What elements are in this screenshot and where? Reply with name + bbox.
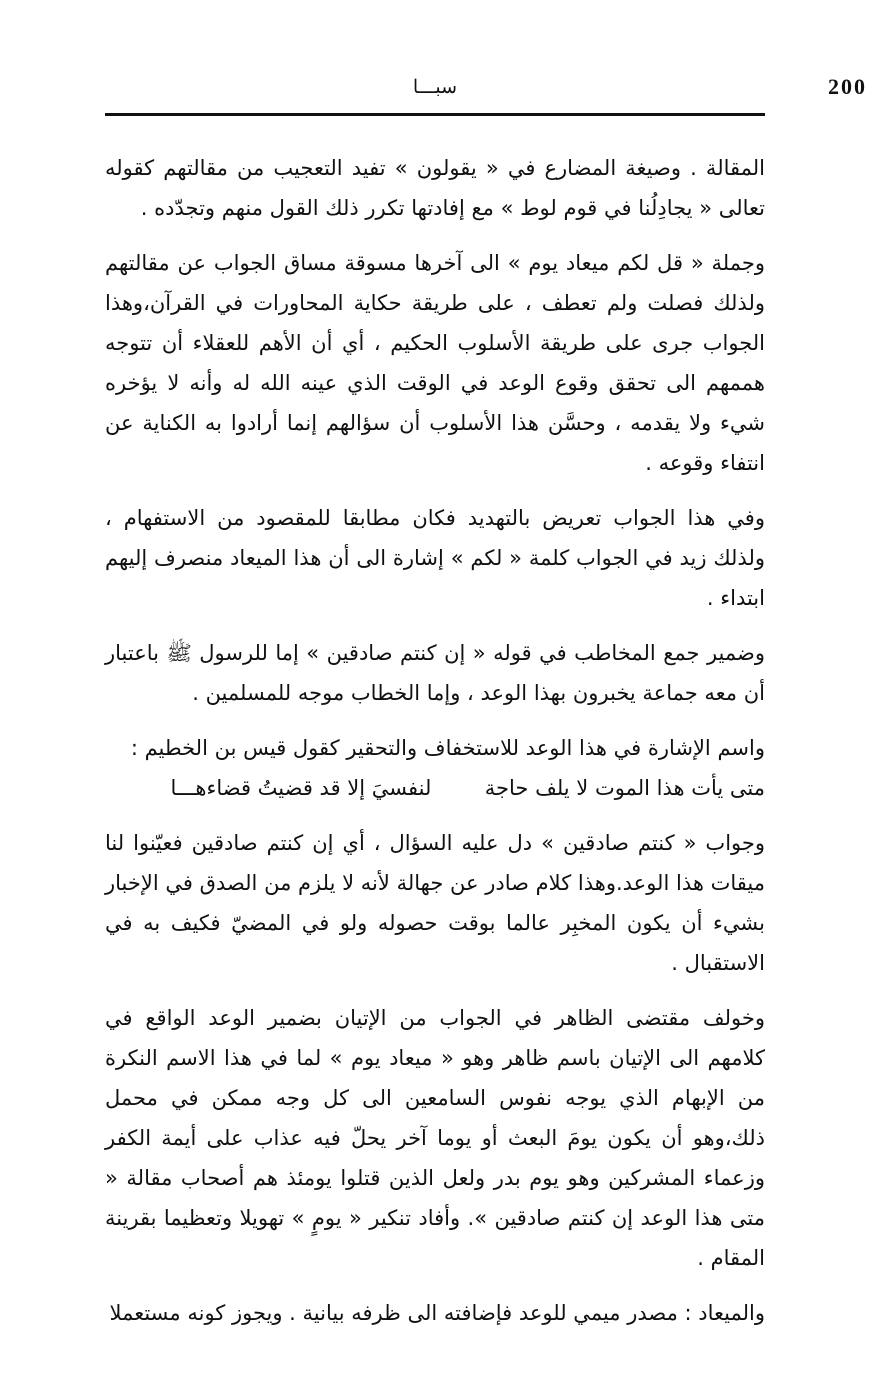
page-header [105, 70, 867, 110]
paragraph: وجواب « كنتم صادقين » دل عليه السؤال ، أي إن كنتم صادقين فعيّنوا لنا ميقات هذا الوعد.وهذا كلام صادر عن جهالة لأنه لا يلزم من الصدق في الإخبار بشيء أن يكون المخبِر عالما بوقت حصوله ولو في المضيّ فكيف به في الاستقبال . [105, 831, 765, 975]
paragraph: والميعاد : مصدر ميمي للوعد فإضافته الى ظرفه بيانية . ويجوز كونه مستعملا [109, 1301, 765, 1325]
poetry-verse [105, 768, 765, 808]
page-body [105, 148, 765, 1348]
header-rule [105, 113, 765, 116]
paragraph: وضمير جمع المخاطب في قوله « إن كنتم صادقين » إما للرسول ﷺ باعتبار أن معه جماعة يخبرون بهذا الوعد ، وإما الخطاب موجه للمسلمين . [105, 641, 765, 705]
paragraph: وفي هذا الجواب تعريض بالتهديد فكان مطابقا للمقصود من الاستفهام ، ولذلك زيد في الجواب كلمة « لكم » إشارة الى أن هذا الميعاد منصرف إليهم ابتداء . [105, 506, 765, 610]
page-number: 200 [828, 74, 867, 99]
verse-second-hemistich: لنفسيَ إلا قد قضيتُ قضاءهـــا [170, 776, 432, 800]
running-title: سبـــا [412, 76, 458, 98]
verse-first-hemistich: متى يأت هذا الموت لا يلف حاجة [484, 776, 765, 800]
paragraph: المقالة . وصيغة المضارع في « يقولون » تفيد التعجيب من مقالتهم كقوله تعالى « يجادِلُنا في قوم لوط » مع إفادتها تكرر ذلك القول منهم وتجدّده . [105, 156, 765, 220]
poetry-paragraph [105, 728, 765, 808]
paragraph: وخولف مقتضى الظاهر في الجواب من الإتيان بضمير الوعد الواقع في كلامهم الى الإتيان باسم ظاهر وهو « ميعاد يوم » لما في هذا الاسم النكرة من الإبهام الذي يوجه نفوس السامعين الى كل وجه ممكن في محمل ذلك،وهو أن يكون يومَ البعث أو يوما آخر يحلّ فيه عذاب على أيمة الكفر وزعماء المشركين وهو يوم بدر ولعل الذين قتلوا يومئذ هم أصحاب مقالة « متى هذا الوعد إن كنتم صادقين ». وأفاد تنكير « يومٍ » تهويلا وتعظيما بقرينة المقام . [105, 1006, 765, 1270]
paragraph: وجملة « قل لكم ميعاد يوم » الى آخرها مسوقة مساق الجواب عن مقالتهم ولذلك فصلت ولم تعطف ، على طريقة حكاية المحاورات في القرآن،وهذا الجواب جرى على طريقة الأسلوب الحكيم ، أي أن الأهم للعقلاء أن تتوجه هممهم الى تحقق وقوع الوعد في الوقت الذي عينه الله له وأنه لا يؤخره شيء ولا يقدمه ، وحسَّن هذا الأسلوب أن سؤالهم إنما أرادوا به الكناية عن انتفاء وقوعه . [105, 251, 765, 475]
poetry-intro: واسم الإشارة في هذا الوعد للاستخفاف والتحقير كقول قيس بن الخطيم : [130, 736, 765, 760]
